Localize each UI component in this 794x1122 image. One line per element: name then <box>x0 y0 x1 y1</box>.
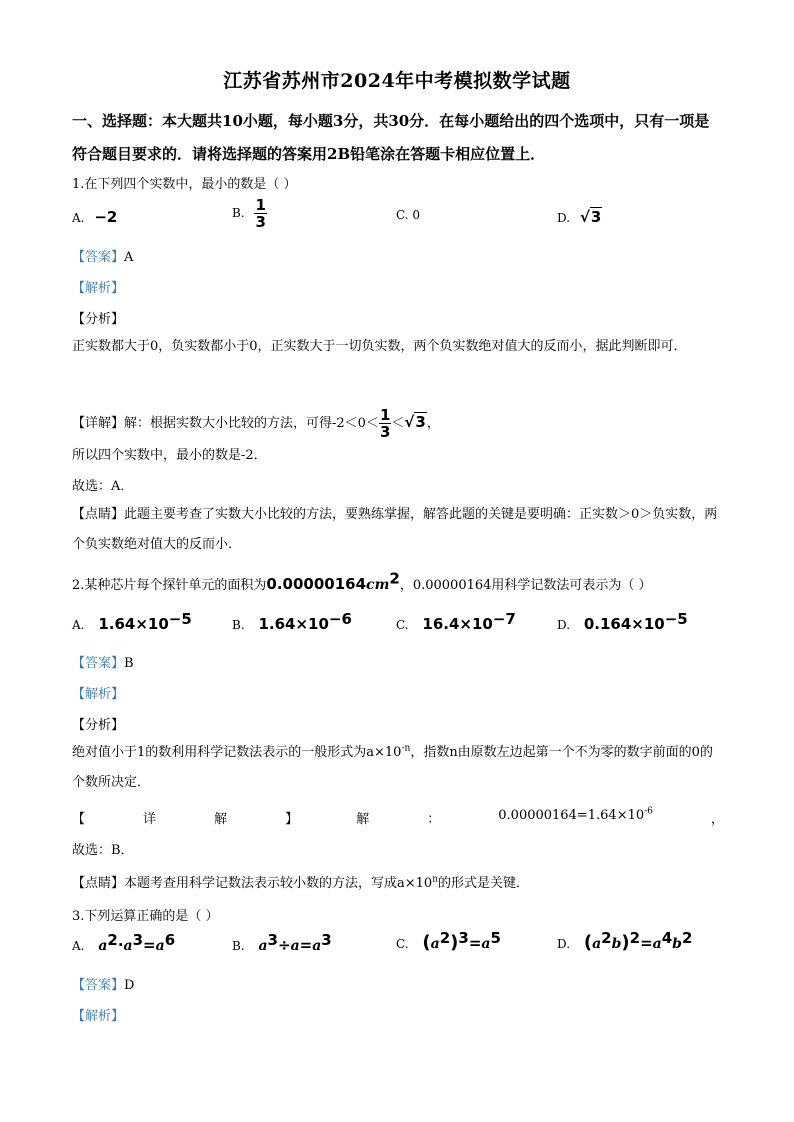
q2-analysis-tag: 【解析】 <box>72 687 125 702</box>
section-heading: 一、选择题：本大题共10小题，每小题3分，共30分．在每小题给出的四个选项中，只有一项是符合题目要求的．请将选择题的答案用2B铅笔涂在答题卡相应位置上． <box>72 112 710 163</box>
q2-option-b: B. $1.64\times 10^{-6}$ <box>232 610 352 633</box>
q1-detail: 【详解】解：根据实数大小比较的方法，可得-2＜0＜ $\frac{1}{3}$ ＜√3， <box>72 406 440 441</box>
q2-stem: 2.某种芯片每个探针单元的面积为$0.00000164cm^2$，0.00000164用科学记数法可表示为（ ） <box>72 569 652 593</box>
q1-choose: 故选：A． <box>72 479 134 494</box>
q2-choose: 故选：B． <box>72 843 134 858</box>
sqrt-three: √3 <box>579 208 602 226</box>
q3-option-b: B. $a^3\div a=a^3$ <box>232 931 332 954</box>
sqrt-three: √3 <box>404 413 426 431</box>
q1-comment: 【点睛】此题主要考查了实数大小比较的方法，要熟练掌握，解答此题的关键是要明确：正实数＞0＞负实数，两个负实数绝对值大的反而小． <box>72 507 718 552</box>
q2-fenxi-tag: 【分析】 <box>72 718 125 733</box>
q2-fenxi-text: 绝对值小于1的数利用科学记数法表示的一般形式为$a\times 10^{-n}$，指数n由原数左边起第一个不为零的数字前面的0的个数所决定． <box>72 743 713 790</box>
q3-answer: 【答案】D <box>72 978 135 993</box>
q1-answer: 【答案】A <box>72 250 134 265</box>
fraction-one-third: $\frac{1}{3}$ <box>379 406 391 441</box>
q1-detail-line2: 所以四个实数中，最小的数是-2． <box>72 448 267 463</box>
q1-analysis-tag: 【解析】 <box>72 281 125 296</box>
q1-fenxi-text: 正实数都大于0，负实数都小于0，正实数大于一切负实数，两个负实数绝对值大的反而小，据此判断即可． <box>72 339 687 354</box>
q1-stem: 1.在下列四个实数中，最小的数是（ ） <box>72 177 297 192</box>
q2-detail: 【 详 解 】 解 ： $0.00000164=1.64\times 10^{-6}$ ， <box>72 806 724 827</box>
q3-analysis-tag: 【解析】 <box>72 1009 125 1024</box>
q3-option-c: C. $(a^2)^3=a^5$ <box>396 929 501 953</box>
q1-option-d: D. √3 <box>557 208 602 226</box>
q1-option-b: B. $\frac{1}{3}$ <box>232 196 266 231</box>
page-title: 江苏省苏州市2024年中考模拟数学试题 <box>223 70 571 92</box>
q2-option-c: C. $16.4\times 10^{-7}$ <box>396 610 516 633</box>
q3-stem: 3.下列运算正确的是（ ） <box>72 909 219 924</box>
q3-option-d: D. $(a^2b)^2=a^4b^2$ <box>557 929 693 953</box>
q2-option-d: D. $0.164\times 10^{-5}$ <box>557 610 688 633</box>
fraction-one-third: $\frac{1}{3}$ <box>255 196 266 231</box>
q3-option-a: A. $a^2\cdot a^3=a^6$ <box>72 931 176 954</box>
q1-option-a: A. −2 <box>72 208 118 226</box>
q2-comment: 【点睛】本题考查用科学记数法表示较小数的方法，写成$a\times 10^n$的形式是关键． <box>72 874 530 891</box>
q1-option-c: C. 0 <box>396 208 421 222</box>
q2-answer: 【答案】B <box>72 656 134 671</box>
q1-fenxi-tag: 【分析】 <box>72 312 125 327</box>
q2-option-a: A. $1.64\times 10^{-5}$ <box>72 610 192 633</box>
